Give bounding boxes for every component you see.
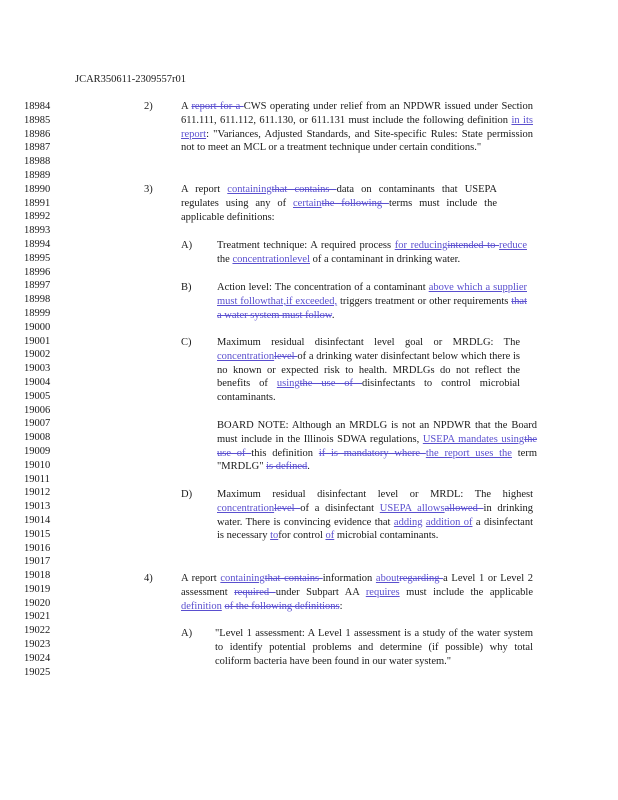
deleted-text: the use of	[299, 378, 362, 390]
inserted-text: adding	[393, 516, 423, 528]
inserted-text: concentration	[217, 350, 275, 362]
document-id: JCAR350611-2309557r01	[75, 74, 187, 85]
item-number: 3)	[144, 184, 153, 195]
item-3-b-text	[217, 281, 527, 322]
line-number: 19014	[24, 514, 51, 526]
text-run: a disinfectant is necessary	[217, 516, 533, 542]
text-run: Treatment technique: A required process	[217, 240, 395, 251]
item-3-d-text	[217, 488, 533, 543]
inserted-text: that,if exceeded,	[267, 295, 338, 307]
deleted-text: if is mandatory where	[318, 447, 426, 459]
text-run: a Level 1 or Level 2 assessment	[181, 573, 534, 598]
text-run: CWS operating under relief from an NPDWR issued under Section 611.111, 611.112, 611.130, or 611.131 must include the following definition	[181, 101, 533, 126]
inserted-text: to	[270, 530, 279, 542]
deleted-text: that contains	[271, 184, 337, 195]
line-number: 18986	[24, 128, 51, 140]
line-number: 18990	[24, 183, 51, 195]
line-number: 19022	[24, 625, 51, 637]
deleted-text: required	[234, 586, 276, 598]
line-number: 19004	[24, 376, 51, 388]
inserted-text: concentration	[232, 253, 290, 265]
line-number: 18993	[24, 225, 51, 237]
line-number: 19010	[24, 459, 51, 471]
inserted-text: about	[375, 573, 400, 584]
line-number: 18999	[24, 307, 51, 319]
inserted-text: addition of	[425, 516, 473, 528]
inserted-text: in its report	[181, 114, 533, 140]
text-run: the	[217, 253, 233, 265]
text-run: of a contaminant in drinking water.	[310, 253, 461, 265]
text-run: terms must include the applicable definitions:	[181, 197, 497, 223]
inserted-text: level	[289, 253, 310, 265]
item-4-text	[181, 572, 533, 613]
text-run: this definition	[251, 447, 319, 459]
line-number: 19008	[24, 432, 51, 444]
inserted-text: containing	[220, 573, 265, 584]
line-number: 19012	[24, 487, 51, 499]
line-number: 19009	[24, 445, 51, 457]
deleted-text: allowed	[444, 502, 484, 514]
line-number: 19021	[24, 611, 51, 623]
text-run: Maximum residual disinfectant level goal or MRDLG: The	[217, 337, 520, 348]
line-number: 19003	[24, 363, 51, 375]
inserted-text: certain	[293, 197, 322, 209]
line-number: 18985	[24, 114, 51, 126]
text-run: must include the applicable	[399, 586, 533, 598]
line-number: 19020	[24, 597, 51, 609]
text-run: term "MRDLG"	[217, 447, 537, 473]
line-number: 18992	[24, 211, 51, 223]
line-number: 19015	[24, 528, 51, 540]
text-run: data on contaminants that USEPA regulates using any of	[181, 184, 497, 209]
deleted-text: intended to	[447, 240, 500, 251]
inserted-text: concentration	[217, 502, 275, 514]
text-run: "Variances, Adjusted Standards, and Site-specific Rules: State permission not to meet an MCL or a treatment technique under certain conditions."	[181, 128, 533, 154]
deleted-text: the following	[321, 197, 389, 209]
line-number: 19013	[24, 501, 51, 513]
inserted-text: using	[276, 378, 300, 390]
line-number: 18984	[24, 101, 51, 112]
item-3-c-text	[217, 336, 520, 405]
text-run: BOARD NOTE: Although an MRDLG is not an NPDWR that the Board must include in the Illinois SDWA regulations,	[217, 420, 537, 445]
item-2-text	[181, 100, 533, 155]
text-run: information	[322, 573, 376, 584]
text-run: disinfectants to control microbial contaminants.	[217, 378, 521, 404]
line-number: 19016	[24, 542, 51, 554]
line-number: 19011	[24, 473, 50, 485]
text-run: "Level 1 assessment: A Level 1 assessment is a study of the water system to identify potential problems and determine (if possible) why total coliform bacteria have been found in our water system."	[215, 628, 533, 667]
item-number: A)	[181, 628, 193, 639]
line-number: 18988	[24, 156, 51, 168]
line-number: 18995	[24, 252, 51, 264]
inserted-text: definition	[181, 600, 222, 612]
inserted-text: USEPA allows	[379, 502, 445, 514]
text-run: triggers treatment or other requirements	[337, 295, 512, 307]
deleted-text: that contains	[264, 573, 323, 584]
deleted-text: that a water system must follow	[217, 295, 528, 321]
inserted-text: requires	[365, 586, 400, 598]
inserted-text: of	[325, 530, 335, 542]
text-run: microbial contaminants.	[334, 530, 439, 542]
text-run: .	[331, 309, 335, 321]
text-run: of a drinking water disinfectant below which there is no known or expected risk to health. MRDLGs do not reflect the benefits of	[217, 350, 520, 390]
inserted-text: USEPA mandates using	[422, 433, 525, 445]
deleted-text: the use of	[217, 433, 538, 459]
item-3-a-text	[217, 239, 527, 267]
line-number: 19002	[24, 349, 51, 361]
line-number: 18989	[24, 169, 51, 181]
item-number: 2)	[144, 101, 153, 112]
line-number: 18998	[24, 294, 51, 306]
line-number: 19007	[24, 418, 51, 430]
deleted-text: is defined	[266, 461, 308, 473]
deleted-text: report for a	[191, 101, 244, 112]
line-numbers	[24, 100, 64, 679]
line-number: 19005	[24, 390, 51, 402]
text-run: Action level: The concentration of a contaminant	[217, 282, 429, 293]
text-run: A	[181, 101, 192, 112]
item-number: C)	[181, 337, 192, 348]
text-run: A report	[181, 573, 221, 584]
line-number: 18994	[24, 238, 51, 250]
line-number: 18991	[24, 197, 51, 209]
text-run: for control	[278, 530, 326, 542]
deleted-text: of the following definitions	[224, 600, 340, 612]
item-number: B)	[181, 282, 192, 293]
text-run: in drinking water. There is convincing evidence that	[217, 502, 533, 528]
line-number: 18996	[24, 266, 51, 278]
line-number: 19001	[24, 335, 51, 347]
inserted-text: above which a supplier must follow	[217, 282, 527, 307]
line-number: 19025	[24, 666, 51, 678]
line-number: 18987	[24, 142, 51, 154]
text-run: .	[307, 461, 310, 473]
deleted-text: regarding	[399, 573, 444, 584]
text-run: Maximum residual disinfectant level or MRDL: The highest	[217, 489, 533, 500]
line-number: 19023	[24, 639, 51, 651]
text-run: A report	[181, 184, 228, 195]
item-3-text	[181, 183, 497, 224]
inserted-text: for reducing	[394, 240, 448, 251]
text-run: :	[206, 128, 214, 140]
item-number: 4)	[144, 573, 153, 584]
inserted-text: containing	[227, 184, 272, 195]
line-number: 19024	[24, 652, 51, 664]
deleted-text: level	[274, 350, 298, 362]
item-4-a-text	[215, 627, 533, 668]
text-run: of a disinfectant	[300, 502, 380, 514]
inserted-text: reduce	[499, 240, 527, 251]
board-note-text	[217, 419, 537, 474]
line-number: 19017	[24, 556, 51, 568]
text-run: :	[339, 600, 343, 612]
text-run: under Subpart AA	[275, 586, 366, 598]
line-number: 19006	[24, 404, 51, 416]
line-number: 19000	[24, 321, 51, 333]
item-number: A)	[181, 240, 193, 251]
line-number: 19018	[24, 570, 51, 582]
deleted-text: level	[274, 502, 301, 514]
inserted-text: the report uses the	[425, 447, 512, 459]
item-number: D)	[181, 489, 193, 500]
line-number: 18997	[24, 280, 51, 292]
line-number: 19019	[24, 583, 51, 595]
